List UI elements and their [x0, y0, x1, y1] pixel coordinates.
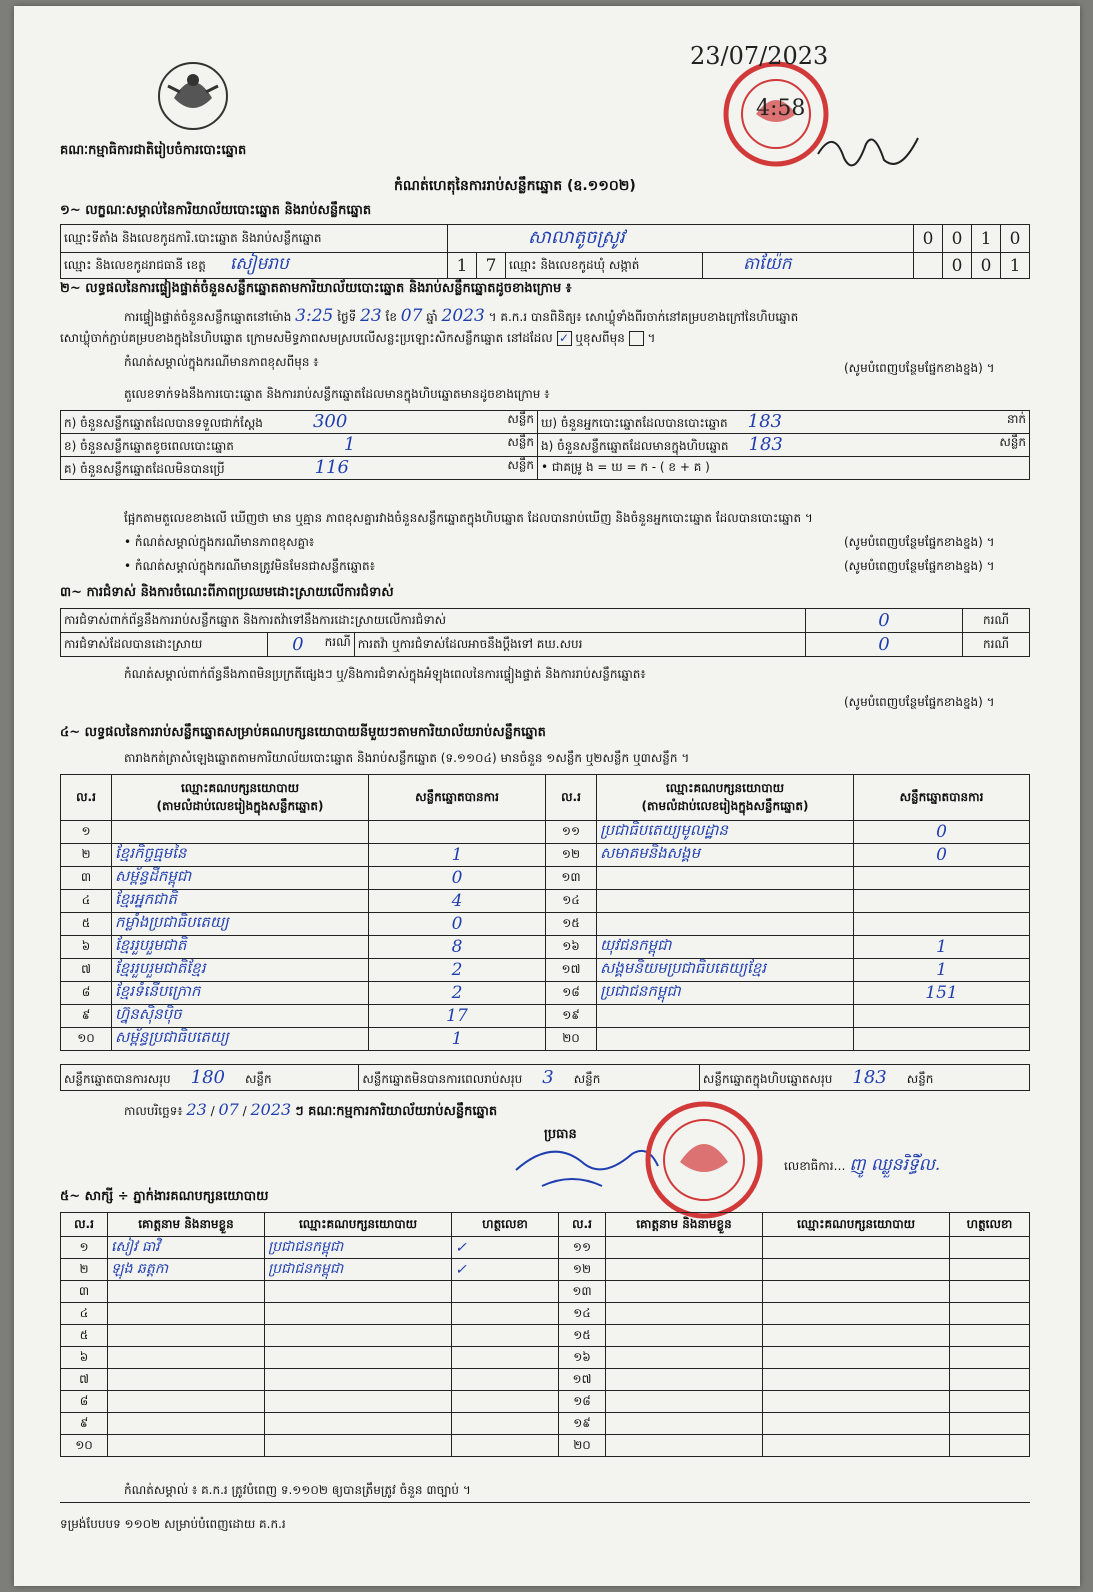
station-table — [60, 224, 1030, 279]
row-no: ១០ — [61, 1435, 108, 1457]
party-votes: 0 — [854, 844, 1030, 867]
col-no: ល.រ — [559, 1213, 606, 1237]
total-valid-label: សន្លឹកឆ្នោតបានការសរុប — [64, 1071, 171, 1086]
party-votes — [854, 1028, 1030, 1051]
row-no: ៦ — [61, 936, 112, 959]
row-unit: សន្លឹក — [507, 458, 534, 472]
party-votes: 0 — [854, 821, 1030, 844]
col-votes: សន្លឹកឆ្នោតបានការ — [369, 775, 546, 821]
committee-name: គណៈកម្មាធិការជាតិរៀបចំការបោះឆ្នោត — [60, 143, 247, 158]
party-votes: 1 — [854, 959, 1030, 982]
witness-party — [265, 1347, 452, 1369]
summary-row-c — [61, 457, 538, 480]
row-no: ៥ — [61, 1325, 108, 1347]
row-value: 1 — [343, 434, 356, 455]
witness-name — [606, 1259, 763, 1281]
form-note: ទម្រង់បែបបទ ១១០២ សម្រាប់បំពេញដោយ គ.ក.រ — [60, 1517, 286, 1531]
party-name — [597, 867, 854, 890]
province-name: សៀមរាប — [229, 254, 289, 274]
row-no: ២០ — [546, 1028, 597, 1051]
party-votes — [369, 821, 546, 844]
party-votes: 0 — [369, 913, 546, 936]
witness-signature: ✓ — [452, 1237, 559, 1259]
row-label: ង) ចំនួនសន្លឹកឆ្នោតដែលមានក្នុងហិបឆ្នោត — [541, 439, 729, 453]
row-no: ១៩ — [546, 1005, 597, 1028]
party-votes — [854, 1005, 1030, 1028]
signature-top — [814, 124, 924, 184]
table-row — [61, 1005, 1030, 1028]
table-row — [61, 1237, 1030, 1259]
party-votes: 4 — [369, 890, 546, 913]
party-votes: 151 — [854, 982, 1030, 1005]
row-no: ១៥ — [546, 913, 597, 936]
witness-party — [265, 1281, 452, 1303]
complaint-note: កំណត់សម្គាល់ពាក់ព័ន្ធនឹងភាពមិនប្រក្រតីផ្សេងៗ ឬ/និងការជំទាស់ក្នុងអំឡុងពេលនៃការផ្ទៀងផ្ទាត់ និងការរាប់សន្លឹកឆ្នោត៖ — [124, 667, 646, 681]
witness-signature — [950, 1237, 1030, 1259]
witness-party — [763, 1325, 950, 1347]
row-no: ៤ — [61, 1303, 108, 1325]
witness-name — [606, 1369, 763, 1391]
note-diff: • កំណត់សម្គាល់ក្នុងករណីមានភាពខុសគ្នា៖ — [124, 535, 315, 549]
party-name: ខ្មែររួបរួមជាតិខ្មែរ — [112, 959, 369, 982]
section4-sub: តារាងកត់ត្រាសំឡេងឆ្នោតតាមការិយាល័យបោះឆ្នោត និងរាប់សន្លឹកឆ្នោត (ទ.១១០៤) មានចំនួន ១សន្លឹក ឬ២សន្លឹក ឬ៣សន្លឹក ។ — [124, 751, 690, 765]
witness-party — [763, 1413, 950, 1435]
changed-checkbox[interactable] — [629, 331, 644, 346]
party-name — [597, 890, 854, 913]
fill-back-note: (សូមបំពេញបន្ថែមផ្នែកខាងខ្នង) ។ — [844, 361, 995, 375]
witness-signature — [950, 1325, 1030, 1347]
check-month-label: ខែ — [385, 310, 397, 324]
witness-name — [606, 1435, 763, 1457]
commune-name: តាយ៉ែក — [703, 253, 914, 279]
footnote: កំណត់សម្គាល់ ៖ គ.ក.រ ត្រូវបំពេញ ទ.១១០២ ឲ្យបានត្រឹមត្រូវ ចំនួន ៣ច្បាប់ ។ — [124, 1483, 471, 1497]
complaint-row1-label: ការជំទាស់ពាក់ព័ន្ធនឹងការរាប់សន្លឹកឆ្នោត និងការតវ៉ាទៅនឹងការដោះស្រាយលើការជំទាស់ — [61, 609, 806, 633]
col-name: គោត្តនាម និងនាមខ្លួន — [108, 1213, 265, 1237]
fill-back-note-3: (សូមបំពេញបន្ថែមផ្នែកខាងខ្នង) ។ — [844, 559, 995, 573]
total-box: 183 — [852, 1066, 887, 1088]
code-digit: 0 — [914, 225, 943, 253]
row-no: ៩ — [61, 1413, 108, 1435]
totals-table — [60, 1064, 1030, 1091]
received-time: 4:58 — [756, 96, 806, 121]
form-sheet — [14, 6, 1080, 1586]
col-signature: ហត្ថលេខា — [452, 1213, 559, 1237]
witness-name — [606, 1325, 763, 1347]
table-row — [61, 913, 1030, 936]
witness-name — [606, 1391, 763, 1413]
table-row — [61, 1028, 1030, 1051]
witness-party — [265, 1435, 452, 1457]
row-no: ១៩ — [559, 1413, 606, 1435]
witness-name — [108, 1281, 265, 1303]
code-digit-empty — [914, 253, 943, 279]
section4-heading: ៤~ លទ្ធផលនៃការរាប់សន្លឹកឆ្នោតសម្រាប់គណបក្សនយោបាយនីមួយៗតាមការិយាល័យរាប់សន្លឹកឆ្នោត — [60, 725, 546, 740]
witness-party — [265, 1413, 452, 1435]
party-name: សម្ព័ន្ធប្រជាធិបតេយ្យ — [112, 1028, 369, 1051]
section1-heading: ១~ លក្ខណៈសម្គាល់នៃការិយាល័យបោះឆ្នោត និងរាប់សន្លឹកឆ្នោត — [60, 203, 372, 218]
section5-heading: ៥~ សាក្សី ÷ ភ្នាក់ងារគណបក្សនយោបាយ — [60, 1189, 269, 1204]
total-valid-cell — [61, 1065, 359, 1091]
party-name — [597, 1005, 854, 1028]
row-no: ១ — [61, 1237, 108, 1259]
secretary-line: លេខាធិការ… ញូ ឈ្លួនរិទ្ធិ័ល. — [784, 1155, 941, 1175]
party-name: ខ្មែរទំនើបក្រោក — [112, 982, 369, 1005]
code-digit: 1 — [448, 253, 477, 279]
emblem-logo — [154, 58, 232, 134]
witness-signature — [950, 1413, 1030, 1435]
row-no: ៣ — [61, 1281, 108, 1303]
witness-party — [763, 1237, 950, 1259]
row-no: ១៨ — [559, 1391, 606, 1413]
row-no: ១២ — [546, 844, 597, 867]
unit: សន្លឹក — [573, 1071, 601, 1086]
code-digit: 1 — [972, 225, 1001, 253]
witness-signature — [452, 1281, 559, 1303]
row-value: 116 — [314, 457, 349, 478]
col-party-label: ឈ្មោះគណបក្សនយោបាយ — [665, 780, 785, 795]
compare-line: ផ្អែកតាមតួលេខខាងលើ ឃើញថា មាន ឬគ្មាន ភាពខុសគ្នារវាងចំនួនសន្លឹកឆ្នោតក្នុងហិបឆ្នោត ដែលបានរាប់ឃើញ និងចំនួនអ្នកបោះឆ្នោត ដែលបានបោះឆ្នោត ។ — [124, 511, 813, 525]
col-party — [597, 775, 854, 821]
check-year-label: ឆ្នាំ — [426, 310, 438, 324]
row-no: ១៦ — [559, 1347, 606, 1369]
fill-back-note-4: (សូមបំពេញបន្ថែមផ្នែកខាងខ្នង) ។ — [844, 695, 995, 709]
witness-party: ប្រជាជនកម្ពុជា — [265, 1237, 452, 1259]
witness-name — [108, 1413, 265, 1435]
unit: សន្លឹក — [906, 1071, 934, 1086]
section3-heading: ៣~ ការជំទាស់ និងការចំណេះពីភាពប្រឈមដោះស្រាយលើការជំទាស់ — [60, 585, 394, 600]
table-row — [61, 1391, 1030, 1413]
witness-name: ឡុង ឆត្តកា — [108, 1259, 265, 1281]
date-day: 23 — [186, 1100, 207, 1119]
summary-intro: តួលេខទាក់ទងនឹងការបោះឆ្នោត និងការរាប់សន្លឹកឆ្នោតដែលមានក្នុងហិបឆ្នោតមានដូចខាងក្រោម ៖ — [124, 387, 550, 401]
row-no: ៤ — [61, 890, 112, 913]
case-unit: ករណី — [963, 609, 1030, 633]
divider — [60, 1502, 1030, 1503]
code-digit: 0 — [943, 225, 972, 253]
row-unit: សន្លឹក — [507, 435, 534, 449]
witness-party — [763, 1303, 950, 1325]
row-no: ១១ — [546, 821, 597, 844]
table-row — [61, 1347, 1030, 1369]
date-line: កាលបរិច្ឆេទ៖ 23 / 07 / 2023 ៗ គណៈកម្មការការិយាល័យរាប់សន្លឹកឆ្នោត — [124, 1100, 498, 1119]
table-row — [61, 1281, 1030, 1303]
witness-signature — [950, 1281, 1030, 1303]
date-year: 2023 — [250, 1100, 292, 1119]
check-year: 2023 — [441, 306, 485, 326]
party-votes: 1 — [369, 844, 546, 867]
row-no: ២ — [61, 1259, 108, 1281]
code-digit: 7 — [477, 253, 506, 279]
col-party-label: ឈ្មោះគណបក្សនយោបាយ — [180, 780, 300, 795]
witness-signature — [950, 1369, 1030, 1391]
row-no: ៣ — [61, 867, 112, 890]
table-row — [61, 936, 1030, 959]
witness-signature — [950, 1391, 1030, 1413]
party-votes: 8 — [369, 936, 546, 959]
party-votes — [854, 890, 1030, 913]
party-votes: 2 — [369, 959, 546, 982]
witness-name — [606, 1303, 763, 1325]
party-votes — [854, 913, 1030, 936]
witness-name — [606, 1347, 763, 1369]
row-value: 183 — [747, 411, 782, 432]
commune-label: ឈ្មោះ និងលេខកូដឃុំ សង្កាត់ — [506, 253, 703, 279]
row-no: ២ — [61, 844, 112, 867]
witness-signature — [950, 1259, 1030, 1281]
table-row — [61, 867, 1030, 890]
witness-party — [763, 1347, 950, 1369]
party-votes: 0 — [369, 867, 546, 890]
witness-signature — [452, 1435, 559, 1457]
table-row — [61, 982, 1030, 1005]
witness-signature — [950, 1303, 1030, 1325]
witness-signature — [452, 1303, 559, 1325]
page-title: កំណត់ហេតុនៃការរាប់សន្លឹកឆ្នោត (ឧ.១១០២) — [394, 178, 636, 194]
row-no: ១០ — [61, 1028, 112, 1051]
row-value: 300 — [312, 411, 348, 432]
witness-party — [763, 1435, 950, 1457]
witness-party — [265, 1369, 452, 1391]
row-no: ១ — [61, 821, 112, 844]
summary-row-b — [61, 434, 538, 457]
col-party: ឈ្មោះគណបក្សនយោបាយ — [265, 1213, 452, 1237]
changed-label: ឬខុសពីមុន — [575, 331, 625, 345]
appeal-value: 0 — [806, 633, 963, 657]
witness-party: ប្រជាជនកម្ពុជា — [265, 1259, 452, 1281]
resolved-value: 0 — [292, 634, 304, 655]
complaint-table — [60, 608, 1030, 657]
note-stamp: • កំណត់សម្គាល់ក្នុងករណីមានត្រូវមិនមែនជាសន្លឹកឆ្នោត៖ — [124, 559, 375, 573]
party-name: យុវជនកម្ពុជា — [597, 936, 854, 959]
witness-signature: ✓ — [452, 1259, 559, 1281]
row-label: ឃ) ចំនួនអ្នកបោះឆ្នោតដែលបានបោះឆ្នោត — [541, 416, 728, 430]
row-label: ខ) ចំនួនសន្លឹកឆ្នោតខូចពេលបោះឆ្នោត — [64, 439, 234, 453]
check-line-rest: ។ គ.ក.រ បានពិនិត្យ៖ សោឃ្លុំទាំងពីរចាក់នៅគម្របខាងក្រៅនៃហិបឆ្នោត — [488, 310, 799, 324]
unit: សន្លឹក — [245, 1071, 272, 1086]
witness-signature — [452, 1391, 559, 1413]
row-no: ១៧ — [559, 1369, 606, 1391]
party-name: ខ្មែរអ្នកជាតិ — [112, 890, 369, 913]
date-label: កាលបរិច្ឆេទ៖ — [124, 1104, 183, 1118]
table-row — [61, 959, 1030, 982]
seal-text: សោឃ្លុំចាក់ភ្ជាប់គម្របខាងក្នុងនៃហិបឆ្នោត ក្រោមសមិទ្ធភាពសមស្របលើសន្លះប្រឡោះសិកសន្លឹកឆ្នោត នៅដដែល — [60, 331, 553, 345]
table-row — [61, 1435, 1030, 1457]
witness-party — [265, 1303, 452, 1325]
col-no: ល.រ — [546, 775, 597, 821]
witness-name — [108, 1325, 265, 1347]
province-label: ឈ្មោះ និងលេខកូដរាជធានី ខេត្ត — [64, 258, 206, 272]
row-no: ១៣ — [559, 1281, 606, 1303]
party-votes — [854, 867, 1030, 890]
witness-party — [763, 1369, 950, 1391]
check-line — [124, 306, 798, 327]
case-unit: ករណី — [324, 635, 351, 649]
party-name: កម្លាំងប្រជាធិបតេយ្យ — [112, 913, 369, 936]
code-digit: 0 — [972, 253, 1001, 279]
row-no: ១៤ — [559, 1303, 606, 1325]
col-party — [112, 775, 369, 821]
table-row — [61, 890, 1030, 913]
witness-name — [606, 1237, 763, 1259]
fill-back-note-2: (សូមបំពេញបន្ថែមផ្នែកខាងខ្នង) ។ — [844, 535, 995, 549]
committee-stamp — [634, 1100, 774, 1220]
row-unit: សន្លឹក — [999, 435, 1026, 449]
resolved-cell — [268, 633, 355, 657]
row-no: ៥ — [61, 913, 112, 936]
case-unit: ករណី — [963, 633, 1030, 657]
party-name: ប្រជាជនកម្ពុជា — [597, 982, 854, 1005]
received-date: 23/07/2023 — [690, 42, 829, 70]
party-name — [112, 821, 369, 844]
note-diff-line: កំណត់សម្គាល់ក្នុងករណីមានភាពខុសពីមុន ៖ — [124, 355, 319, 369]
check-day-label: ថ្ងៃទី — [337, 310, 357, 324]
row-value: 183 — [748, 434, 783, 455]
witness-signature — [452, 1347, 559, 1369]
table-row — [61, 844, 1030, 867]
table-row — [61, 821, 1030, 844]
col-signature: ហត្ថលេខា — [950, 1213, 1030, 1237]
party-name: សម្ព័ន្ធដីកម្ពុជា — [112, 867, 369, 890]
province-cell — [61, 253, 448, 279]
check-time: 3:25 — [295, 306, 334, 326]
row-no: ១៣ — [546, 867, 597, 890]
witness-signature — [452, 1325, 559, 1347]
row-no: ១៤ — [546, 890, 597, 913]
party-name: ខ្មែររួបរួមជាតិ — [112, 936, 369, 959]
witness-party — [763, 1281, 950, 1303]
code-digit: 0 — [1001, 225, 1030, 253]
total-box-cell — [699, 1065, 1029, 1091]
party-name: ខ្មែរកិច្ចធ្មមនៃ — [112, 844, 369, 867]
resolved-label: ការជំទាស់ដែលបានដោះស្រាយ — [61, 633, 268, 657]
row-unit: សន្លឹក — [507, 412, 534, 426]
total-valid: 180 — [190, 1066, 225, 1088]
witness-party — [265, 1325, 452, 1347]
appeal-label: ការតវ៉ា ឬការជំទាស់ដែលអាចនឹងប្តឹងទៅ គឃ.សបរ — [354, 633, 805, 657]
witness-party — [763, 1391, 950, 1413]
witness-name — [108, 1391, 265, 1413]
committee-sign-label: ៗ គណៈកម្មការការិយាល័យរាប់សន្លឹកឆ្នោត — [295, 1104, 498, 1119]
party-votes: 17 — [369, 1005, 546, 1028]
row-no: ៧ — [61, 1369, 108, 1391]
intact-checkbox[interactable]: ✓ — [557, 331, 572, 346]
total-invalid: 3 — [542, 1066, 554, 1088]
check-day: 23 — [360, 306, 382, 326]
secretary-signature: ញូ ឈ្លួនរិទ្ធិ័ល. — [849, 1155, 941, 1175]
summary-row-e — [538, 434, 1030, 457]
votes-table — [60, 774, 1030, 1051]
chair-label: ប្រធាន — [544, 1127, 577, 1142]
party-name: ហ្វ៊ុនស៊ិនប៉ិច — [112, 1005, 369, 1028]
col-party: ឈ្មោះគណបក្សនយោបាយ — [763, 1213, 950, 1237]
party-name: សង្គមនិយមប្រជាធិបតេយ្យខ្មែរ — [597, 959, 854, 982]
complaint-row1-value: 0 — [806, 609, 963, 633]
witness-signature — [452, 1369, 559, 1391]
witness-signature — [950, 1435, 1030, 1457]
station-label: ឈ្មោះទីតាំង និងលេខកូដការិ.បោះឆ្នោត និងរាប់សន្លឹកឆ្នោត — [61, 225, 448, 253]
table-row — [61, 1259, 1030, 1281]
party-name — [597, 1028, 854, 1051]
col-party-sub: (តាមលំដាប់លេខរៀងក្នុងសន្លឹកឆ្នោត) — [156, 798, 324, 813]
row-no: ១៨ — [546, 982, 597, 1005]
row-no: ១១ — [559, 1237, 606, 1259]
total-invalid-cell — [359, 1065, 700, 1091]
check-month: 07 — [400, 306, 423, 326]
col-name: គោត្តនាម និងនាមខ្លួន — [606, 1213, 763, 1237]
witness-party — [265, 1391, 452, 1413]
witness-signature — [950, 1347, 1030, 1369]
summary-row-d — [538, 411, 1030, 434]
witness-name — [108, 1369, 265, 1391]
check-time-label: ការផ្ទៀងផ្ទាត់ចំនួនសន្លឹកឆ្នោតនៅម៉ោង — [124, 310, 292, 324]
witness-party — [763, 1259, 950, 1281]
witness-name — [606, 1281, 763, 1303]
row-no: ៦ — [61, 1347, 108, 1369]
row-no: ៨ — [61, 982, 112, 1005]
row-label: ក) ចំនួនសន្លឹកឆ្នោតដែលបានទទួលជាក់ស្តែង — [64, 416, 263, 430]
witness-signature — [452, 1413, 559, 1435]
section2-heading: ២~ លទ្ធផលនៃការផ្ទៀងផ្ទាត់ចំនួនសន្លឹកឆ្នោតតាមការិយាល័យបោះឆ្នោត និងរាប់សន្លឹកឆ្នោតដូចខាងក្រោម ៖ — [60, 281, 572, 296]
code-digit: 1 — [1001, 253, 1030, 279]
table-row — [61, 1303, 1030, 1325]
col-no: ល.រ — [61, 775, 112, 821]
formula-row: • ជាគម្រូ ង = ឃ = ក - ( ខ + គ ) — [538, 457, 1030, 480]
row-label: គ) ចំនួនសន្លឹកឆ្នោតដែលមិនបានប្រើ — [64, 462, 225, 476]
row-no: ៧ — [61, 959, 112, 982]
table-row — [61, 1413, 1030, 1435]
row-no: ២០ — [559, 1435, 606, 1457]
col-votes: សន្លឹកឆ្នោតបានការ — [854, 775, 1030, 821]
summary-row-a — [61, 411, 538, 434]
witness-name — [108, 1303, 265, 1325]
col-no: ល.រ — [61, 1213, 108, 1237]
code-digit: 0 — [943, 253, 972, 279]
row-no: ៩ — [61, 1005, 112, 1028]
col-party-sub: (តាមលំដាប់លេខរៀងក្នុងសន្លឹកឆ្នោត) — [641, 798, 809, 813]
row-unit: នាក់ — [1006, 412, 1026, 426]
party-name: ប្រជាធិបតេយ្យមូលដ្ឋាន — [597, 821, 854, 844]
date-month: 07 — [218, 1100, 239, 1119]
total-invalid-label: សន្លឹកឆ្នោតមិនបានការពេលរាប់សរុប — [362, 1071, 523, 1086]
party-votes: 1 — [369, 1028, 546, 1051]
table-row — [61, 1325, 1030, 1347]
secretary-label: លេខាធិការ — [784, 1159, 834, 1173]
party-votes: 1 — [854, 936, 1030, 959]
summary-table — [60, 410, 1030, 480]
table-row — [61, 1369, 1030, 1391]
station-name: សាលាតូចស្រូវ — [448, 225, 914, 253]
witness-table — [60, 1212, 1030, 1457]
witness-name: សៀវ ធាវិ — [108, 1237, 265, 1259]
party-votes: 2 — [369, 982, 546, 1005]
seal-line: សោឃ្លុំចាក់ភ្ជាប់គម្របខាងក្នុងនៃហិបឆ្នោត ក្រោមសមិទ្ធភាពសមស្របលើសន្លះប្រឡោះសិកសន្លឹកឆ្នោត នៅដដែល ✓ ឬខុសពីមុន ។ — [60, 331, 656, 345]
row-no: ៨ — [61, 1391, 108, 1413]
party-name: សមាគមនិងសង្គម — [597, 844, 854, 867]
witness-name — [606, 1413, 763, 1435]
total-box-label: សន្លឹកឆ្នោតក្នុងហិបឆ្នោតសរុប — [702, 1071, 833, 1086]
row-no: ១៧ — [546, 959, 597, 982]
row-no: ១៦ — [546, 936, 597, 959]
row-no: ១៥ — [559, 1325, 606, 1347]
row-no: ១២ — [559, 1259, 606, 1281]
party-name — [597, 913, 854, 936]
witness-name — [108, 1347, 265, 1369]
witness-name — [108, 1435, 265, 1457]
